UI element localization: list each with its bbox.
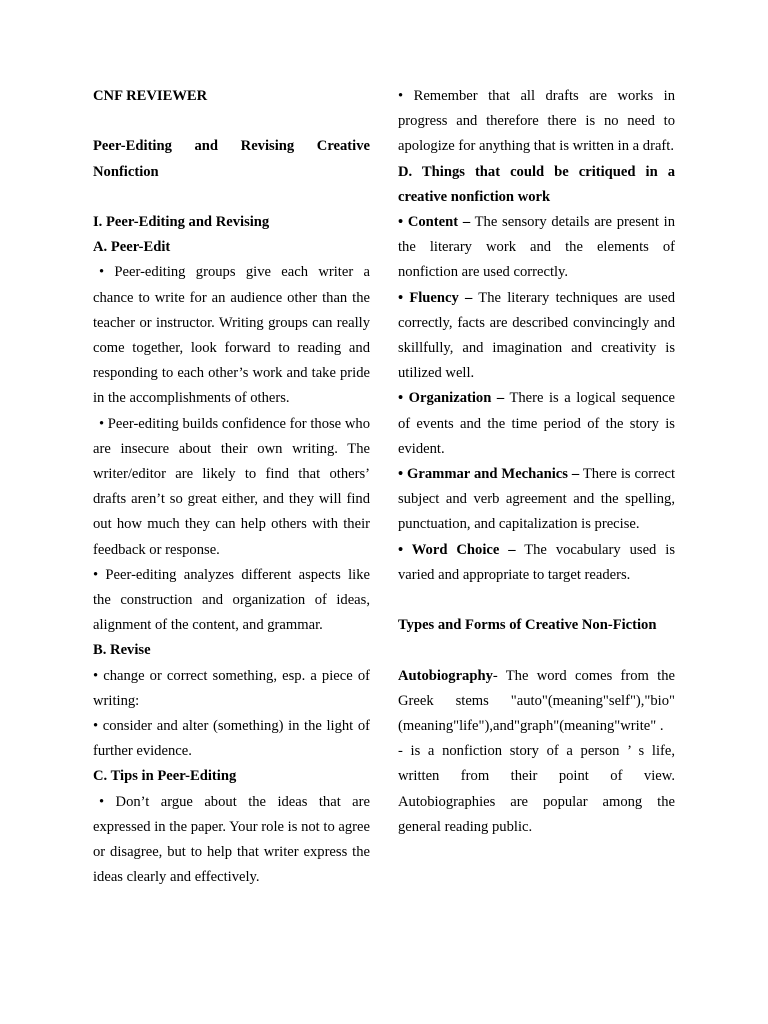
critique-item-grammar — [398, 462, 675, 538]
critique-item-organization — [398, 386, 675, 462]
paragraph: • consider and alter (something) in the light of further evidence. — [93, 718, 370, 760]
term: • Organization – — [398, 390, 505, 407]
definition: The vocabulary used is varied and appropriate to target readers. — [398, 541, 675, 583]
critique-item-content — [398, 210, 675, 286]
autobiography-description: - is a nonfiction story of a person ’ s life, written from their point of view. Autobiographies are popular among the general reading public. — [398, 743, 675, 835]
definition: There is a logical sequence of events and the time period of the story is evident. — [398, 390, 675, 457]
definition: - The word comes from the Greek stems "auto"(meaning"self"),"bio"(meaning"life"),and"graph"(meaning"write" . — [398, 667, 675, 735]
right-column — [398, 84, 675, 840]
definition: There is correct subject and verb agreement and the spelling, punctuation, and capitalization is precise. — [398, 466, 675, 533]
subsection-heading-revise: B. Revise — [93, 642, 151, 659]
subsection-heading-tips: C. Tips in Peer-Editing — [93, 768, 237, 785]
paragraph: • Peer-editing builds confidence for those who are insecure about their own writing. The writer/editor are likely to find that others’ drafts aren’t so great either, and they will find out how much they can help others with their feedback or response. — [93, 415, 370, 558]
term: Autobiography — [398, 667, 493, 684]
term: • Content – — [398, 214, 471, 231]
definition: The literary techniques are used correctly, facts are described convincingly and skillfully, and imagination and creativity is utilized well. — [398, 289, 675, 382]
critique-item-word-choice — [398, 538, 675, 588]
paragraph: • Peer-editing analyzes different aspects like the construction and organization of ideas, alignment of the content, and grammar. — [93, 566, 370, 634]
definition: The sensory details are present in the literary work and the elements of nonfiction are used correctly. — [398, 214, 675, 281]
section-heading: I. Peer-Editing and Revising — [93, 213, 270, 230]
paragraph: • Peer-editing groups give each writer a chance to write for an audience other than the teacher or instructor. Writing groups can really come together, look forward to reading and responding to each other’s work and take pride in the accomplishments of others. — [93, 264, 370, 407]
autobiography-definition — [398, 664, 675, 740]
paragraph: • Don’t argue about the ideas that are expressed in the paper. Your role is not to agree or disagree, but to help that writer express the ideas clearly and effectively. — [93, 793, 370, 886]
document-subtitle: Peer-Editing and Revising Creative Nonfiction — [93, 138, 370, 180]
paragraph: • change or correct something, esp. a piece of writing: — [93, 667, 370, 709]
term: • Grammar and Mechanics – — [398, 466, 580, 483]
types-heading: Types and Forms of Creative Non-Fiction — [398, 617, 657, 634]
term: • Word Choice – — [398, 541, 516, 558]
paragraph: • Remember that all drafts are works in progress and therefore there is no need to apologize for anything that is written in a draft. — [398, 88, 675, 155]
critique-item-fluency — [398, 286, 675, 387]
term: • Fluency – — [398, 289, 473, 306]
left-column — [93, 84, 370, 890]
subsection-heading-peer-edit: A. Peer-Edit — [93, 239, 171, 256]
document-title: CNF REVIEWER — [93, 88, 208, 104]
subsection-heading-critique: D. Things that could be critiqued in a creative nonfiction work — [398, 163, 675, 205]
